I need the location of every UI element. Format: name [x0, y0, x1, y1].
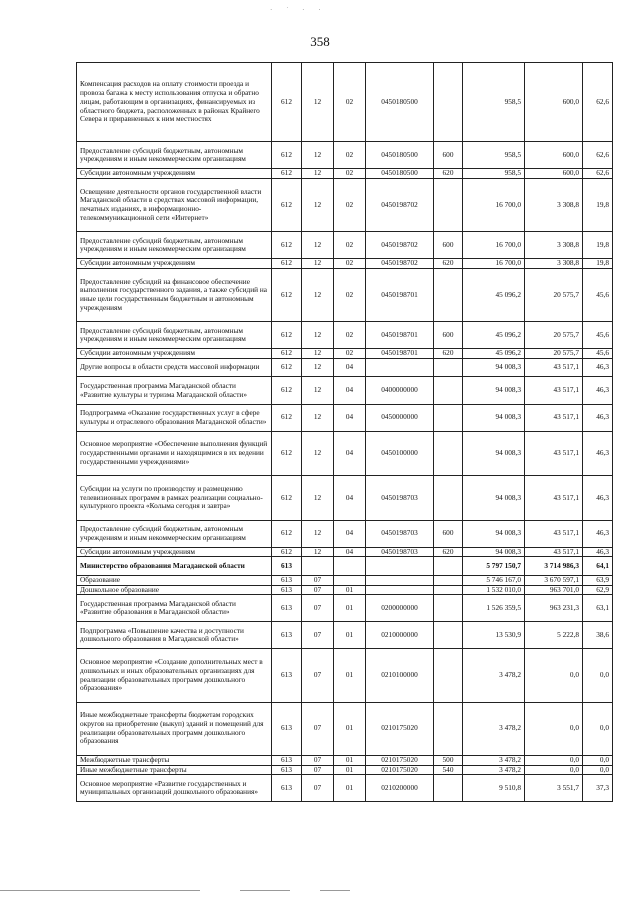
table-row	[77, 179, 613, 232]
row-fact: 43 517,1	[525, 547, 583, 557]
row-article: 0450000000	[366, 404, 434, 431]
row-name: Субсидии автономным учреждениям	[77, 349, 272, 359]
row-percent: 46,3	[583, 377, 613, 404]
row-percent: 45,6	[583, 322, 613, 349]
row-code: 612	[272, 179, 302, 232]
table-row	[77, 259, 613, 269]
row-subsection: 01	[334, 702, 366, 755]
row-subsection: 04	[334, 359, 366, 377]
budget-table-body	[77, 63, 613, 802]
row-fact: 43 517,1	[525, 520, 583, 547]
row-fact: 0,0	[525, 765, 583, 775]
row-code: 612	[272, 431, 302, 476]
row-subsection: 04	[334, 476, 366, 521]
row-name: Субсидии автономным учреждениям	[77, 259, 272, 269]
row-code: 613	[272, 649, 302, 702]
scan-marks: · ˙ · ·	[270, 6, 327, 14]
row-subsection: 01	[334, 755, 366, 765]
row-fact: 5 222,8	[525, 622, 583, 649]
row-section: 07	[302, 585, 334, 595]
row-section: 12	[302, 232, 334, 259]
row-article: 0450198703	[366, 476, 434, 521]
row-percent: 19,8	[583, 259, 613, 269]
row-section: 12	[302, 404, 334, 431]
row-section: 12	[302, 169, 334, 179]
row-subsection: 01	[334, 585, 366, 595]
row-type	[434, 359, 463, 377]
row-fact: 0,0	[525, 649, 583, 702]
row-article	[366, 585, 434, 595]
row-subsection: 02	[334, 259, 366, 269]
row-section: 07	[302, 702, 334, 755]
row-fact: 43 517,1	[525, 431, 583, 476]
row-section: 07	[302, 775, 334, 802]
row-plan: 3 478,2	[463, 755, 525, 765]
row-subsection: 01	[334, 765, 366, 775]
row-percent: 46,3	[583, 476, 613, 521]
row-subsection: 02	[334, 63, 366, 142]
row-subsection: 02	[334, 179, 366, 232]
row-subsection: 01	[334, 649, 366, 702]
table-row	[77, 169, 613, 179]
row-code: 612	[272, 377, 302, 404]
row-fact: 20 575,7	[525, 269, 583, 322]
row-fact: 600,0	[525, 142, 583, 169]
row-name: Другие вопросы в области средств массовой информации	[77, 359, 272, 377]
row-article: 0450180500	[366, 142, 434, 169]
row-plan: 94 008,3	[463, 520, 525, 547]
row-fact: 20 575,7	[525, 349, 583, 359]
row-plan: 958,5	[463, 63, 525, 142]
row-name: Межбюджетные трансферты	[77, 755, 272, 765]
row-section: 12	[302, 179, 334, 232]
row-percent: 63,1	[583, 595, 613, 622]
row-section: 12	[302, 269, 334, 322]
row-plan: 45 096,2	[463, 322, 525, 349]
row-article: 0210200000	[366, 775, 434, 802]
row-plan: 16 700,0	[463, 232, 525, 259]
table-row	[77, 322, 613, 349]
row-percent: 19,8	[583, 179, 613, 232]
table-row	[77, 142, 613, 169]
row-name: Компенсация расходов на оплату стоимости проезда и провоза багажа к месту использования отпуска и обратно лицам, работающим в организациях, финансируемых из областного бюджета, расположенных в районах Крайнего Севера и приравненных к ним местностях	[77, 63, 272, 142]
row-type	[434, 63, 463, 142]
table-row	[77, 649, 613, 702]
table-row	[77, 269, 613, 322]
row-fact: 20 575,7	[525, 322, 583, 349]
row-type	[434, 377, 463, 404]
row-subsection: 04	[334, 547, 366, 557]
footer-rule	[0, 890, 640, 896]
row-percent: 0,0	[583, 765, 613, 775]
row-subsection: 02	[334, 322, 366, 349]
row-code: 612	[272, 359, 302, 377]
row-subsection: 02	[334, 349, 366, 359]
row-plan: 5 797 150,7	[463, 557, 525, 575]
table-row	[77, 595, 613, 622]
table-row	[77, 404, 613, 431]
row-subsection	[334, 557, 366, 575]
row-subsection: 04	[334, 520, 366, 547]
row-type	[434, 585, 463, 595]
row-type	[434, 476, 463, 521]
row-type: 620	[434, 169, 463, 179]
row-article: 0450198701	[366, 349, 434, 359]
row-fact: 3 551,7	[525, 775, 583, 802]
row-article: 0450198701	[366, 269, 434, 322]
row-subsection: 02	[334, 169, 366, 179]
row-fact: 43 517,1	[525, 359, 583, 377]
row-type: 600	[434, 232, 463, 259]
row-subsection: 01	[334, 595, 366, 622]
table-row	[77, 349, 613, 359]
budget-table	[76, 62, 613, 802]
row-fact: 3 670 597,1	[525, 575, 583, 585]
row-article: 0210000000	[366, 622, 434, 649]
row-article: 0210100000	[366, 649, 434, 702]
row-subsection: 02	[334, 269, 366, 322]
row-name: Подпрограмма «Оказание государственных услуг в сфере культуры и отраслевого образования Магаданской области»	[77, 404, 272, 431]
row-type: 600	[434, 322, 463, 349]
row-fact: 3 714 986,3	[525, 557, 583, 575]
row-code: 613	[272, 585, 302, 595]
row-fact: 0,0	[525, 702, 583, 755]
table-row	[77, 476, 613, 521]
row-percent: 64,1	[583, 557, 613, 575]
row-section: 12	[302, 359, 334, 377]
row-type	[434, 775, 463, 802]
row-code: 612	[272, 142, 302, 169]
row-plan: 94 008,3	[463, 476, 525, 521]
table-row	[77, 359, 613, 377]
row-article: 0400000000	[366, 377, 434, 404]
row-code: 612	[272, 520, 302, 547]
row-plan: 5 746 167,0	[463, 575, 525, 585]
row-plan: 3 478,2	[463, 649, 525, 702]
row-plan: 45 096,2	[463, 349, 525, 359]
row-percent: 62,6	[583, 63, 613, 142]
row-plan: 958,5	[463, 142, 525, 169]
row-percent: 0,0	[583, 755, 613, 765]
row-plan: 3 478,2	[463, 765, 525, 775]
row-name: Государственная программа Магаданской области «Развитие образования в Магаданской области»	[77, 595, 272, 622]
row-percent: 45,6	[583, 349, 613, 359]
table-row	[77, 547, 613, 557]
table-row	[77, 232, 613, 259]
row-fact: 43 517,1	[525, 404, 583, 431]
row-code: 612	[272, 404, 302, 431]
row-type	[434, 179, 463, 232]
row-name: Освещение деятельности органов государственной власти Магаданской области в средствах массовой информации, печатных изданиях, в информационно-телекоммуникационной сети «Интернет»	[77, 179, 272, 232]
row-section: 07	[302, 765, 334, 775]
row-article: 0450198702	[366, 259, 434, 269]
row-name: Подпрограмма «Повышение качества и доступности дошкольного образования в Магаданской области»	[77, 622, 272, 649]
row-name: Предоставление субсидий бюджетным, автономным учреждениям и иным некоммерческим организациям	[77, 142, 272, 169]
row-section: 07	[302, 622, 334, 649]
row-code: 613	[272, 575, 302, 585]
row-plan: 16 700,0	[463, 259, 525, 269]
row-code: 612	[272, 269, 302, 322]
row-type: 620	[434, 349, 463, 359]
row-article: 0200000000	[366, 595, 434, 622]
row-name: Основное мероприятие «Создание дополнительных мест в дошкольных и иных образовательных организациях для реализации образовательных программ дошкольного образования»	[77, 649, 272, 702]
row-section: 07	[302, 575, 334, 585]
row-code: 612	[272, 169, 302, 179]
row-section: 07	[302, 755, 334, 765]
row-code: 613	[272, 702, 302, 755]
row-type: 540	[434, 765, 463, 775]
row-name: Предоставление субсидий бюджетным, автономным учреждениям и иным некоммерческим организациям	[77, 520, 272, 547]
row-code: 613	[272, 595, 302, 622]
row-subsection: 04	[334, 377, 366, 404]
row-plan: 16 700,0	[463, 179, 525, 232]
row-plan: 13 530,9	[463, 622, 525, 649]
row-type: 600	[434, 142, 463, 169]
row-type	[434, 404, 463, 431]
row-type: 620	[434, 547, 463, 557]
row-fact: 0,0	[525, 755, 583, 765]
row-type	[434, 575, 463, 585]
row-type	[434, 269, 463, 322]
row-code: 613	[272, 755, 302, 765]
row-type	[434, 702, 463, 755]
row-percent: 63,9	[583, 575, 613, 585]
row-section: 12	[302, 322, 334, 349]
row-percent: 62,6	[583, 142, 613, 169]
row-type	[434, 557, 463, 575]
row-subsection: 01	[334, 622, 366, 649]
row-percent: 46,3	[583, 547, 613, 557]
table-row	[77, 377, 613, 404]
row-article: 0450180500	[366, 63, 434, 142]
row-fact: 963 231,3	[525, 595, 583, 622]
row-subsection: 02	[334, 232, 366, 259]
row-percent: 46,3	[583, 520, 613, 547]
row-percent: 0,0	[583, 702, 613, 755]
row-type	[434, 431, 463, 476]
row-plan: 3 478,2	[463, 702, 525, 755]
row-section: 12	[302, 349, 334, 359]
row-name: Образование	[77, 575, 272, 585]
row-percent: 46,3	[583, 404, 613, 431]
row-percent: 38,6	[583, 622, 613, 649]
row-percent: 62,6	[583, 169, 613, 179]
row-fact: 3 308,8	[525, 179, 583, 232]
row-type	[434, 622, 463, 649]
row-article: 0450198703	[366, 547, 434, 557]
row-name: Предоставление субсидий бюджетным, автономным учреждениям и иным некоммерческим организациям	[77, 322, 272, 349]
row-percent: 0,0	[583, 649, 613, 702]
row-code: 612	[272, 322, 302, 349]
row-name: Субсидии на услуги по производству и размещению телевизионных программ в рамках реализации социально-культурного проекта «Колыма сегодня и завтра»	[77, 476, 272, 521]
row-fact: 3 308,8	[525, 232, 583, 259]
row-section: 12	[302, 142, 334, 169]
row-plan: 958,5	[463, 169, 525, 179]
row-percent: 46,3	[583, 431, 613, 476]
row-article: 0450180500	[366, 169, 434, 179]
row-code: 613	[272, 557, 302, 575]
row-section: 12	[302, 476, 334, 521]
row-article: 0210175020	[366, 702, 434, 755]
row-plan: 1 532 010,0	[463, 585, 525, 595]
table-row	[77, 585, 613, 595]
row-article: 0210175020	[366, 765, 434, 775]
row-section: 07	[302, 595, 334, 622]
row-section: 12	[302, 520, 334, 547]
page-number: 358	[310, 34, 330, 49]
table-row	[77, 557, 613, 575]
row-article: 0450100000	[366, 431, 434, 476]
row-type	[434, 595, 463, 622]
row-type: 500	[434, 755, 463, 765]
row-code: 612	[272, 63, 302, 142]
row-fact: 43 517,1	[525, 377, 583, 404]
row-type	[434, 649, 463, 702]
row-percent: 19,8	[583, 232, 613, 259]
row-name: Основное мероприятие «Обеспечение выполнения функций государственными органами и находящимися в их ведении государственными учреждениями»	[77, 431, 272, 476]
row-section: 12	[302, 547, 334, 557]
row-section: 07	[302, 649, 334, 702]
table-row	[77, 520, 613, 547]
row-name: Министерство образования Магаданской области	[77, 557, 272, 575]
row-code: 613	[272, 622, 302, 649]
table-row	[77, 63, 613, 142]
row-section: 12	[302, 63, 334, 142]
row-subsection: 01	[334, 775, 366, 802]
table-row	[77, 431, 613, 476]
row-section: 12	[302, 259, 334, 269]
row-name: Иные межбюджетные трансферты бюджетам городских округов на приобретение (выкуп) зданий и помещений для реализации образовательных программ дошкольного образования	[77, 702, 272, 755]
row-fact: 43 517,1	[525, 476, 583, 521]
row-plan: 9 510,8	[463, 775, 525, 802]
row-plan: 94 008,3	[463, 359, 525, 377]
table-row	[77, 575, 613, 585]
row-article: 0450198703	[366, 520, 434, 547]
row-code: 612	[272, 349, 302, 359]
row-fact: 600,0	[525, 63, 583, 142]
row-percent: 45,6	[583, 269, 613, 322]
row-subsection: 04	[334, 404, 366, 431]
row-name: Иные межбюджетные трансферты	[77, 765, 272, 775]
row-name: Субсидии автономным учреждениям	[77, 547, 272, 557]
row-section	[302, 557, 334, 575]
row-subsection: 04	[334, 431, 366, 476]
row-article	[366, 359, 434, 377]
table-row	[77, 702, 613, 755]
row-plan: 94 008,3	[463, 431, 525, 476]
row-code: 613	[272, 765, 302, 775]
row-type: 600	[434, 520, 463, 547]
row-code: 612	[272, 547, 302, 557]
row-subsection	[334, 575, 366, 585]
row-name: Государственная программа Магаданской области «Развитие культуры и туризма Магаданской области»	[77, 377, 272, 404]
row-name: Субсидии автономным учреждениям	[77, 169, 272, 179]
table-row	[77, 765, 613, 775]
row-article	[366, 575, 434, 585]
row-name: Предоставление субсидий на финансовое обеспечение выполнения государственного задания, а также субсидий на иные цели государственным бюджетным и автономным учреждениям	[77, 269, 272, 322]
row-section: 12	[302, 377, 334, 404]
row-type: 620	[434, 259, 463, 269]
row-plan: 94 008,3	[463, 404, 525, 431]
table-row	[77, 775, 613, 802]
row-name: Основное мероприятие «Развитие государственных и муниципальных организаций дошкольного образования»	[77, 775, 272, 802]
row-fact: 3 308,8	[525, 259, 583, 269]
row-plan: 94 008,3	[463, 377, 525, 404]
row-article: 0450198701	[366, 322, 434, 349]
row-section: 12	[302, 431, 334, 476]
row-percent: 37,3	[583, 775, 613, 802]
row-code: 612	[272, 476, 302, 521]
row-code: 612	[272, 232, 302, 259]
table-row	[77, 622, 613, 649]
row-code: 613	[272, 775, 302, 802]
row-article: 0450198702	[366, 232, 434, 259]
row-plan: 1 526 359,5	[463, 595, 525, 622]
row-article: 0210175020	[366, 755, 434, 765]
table-row	[77, 755, 613, 765]
row-article	[366, 557, 434, 575]
row-percent: 62,9	[583, 585, 613, 595]
row-name: Дошкольное образование	[77, 585, 272, 595]
row-plan: 94 008,3	[463, 547, 525, 557]
row-plan: 45 096,2	[463, 269, 525, 322]
row-article: 0450198702	[366, 179, 434, 232]
row-fact: 600,0	[525, 169, 583, 179]
row-name: Предоставление субсидий бюджетным, автономным учреждениям и иным некоммерческим организациям	[77, 232, 272, 259]
row-subsection: 02	[334, 142, 366, 169]
row-code: 612	[272, 259, 302, 269]
row-percent: 46,3	[583, 359, 613, 377]
row-fact: 963 701,0	[525, 585, 583, 595]
